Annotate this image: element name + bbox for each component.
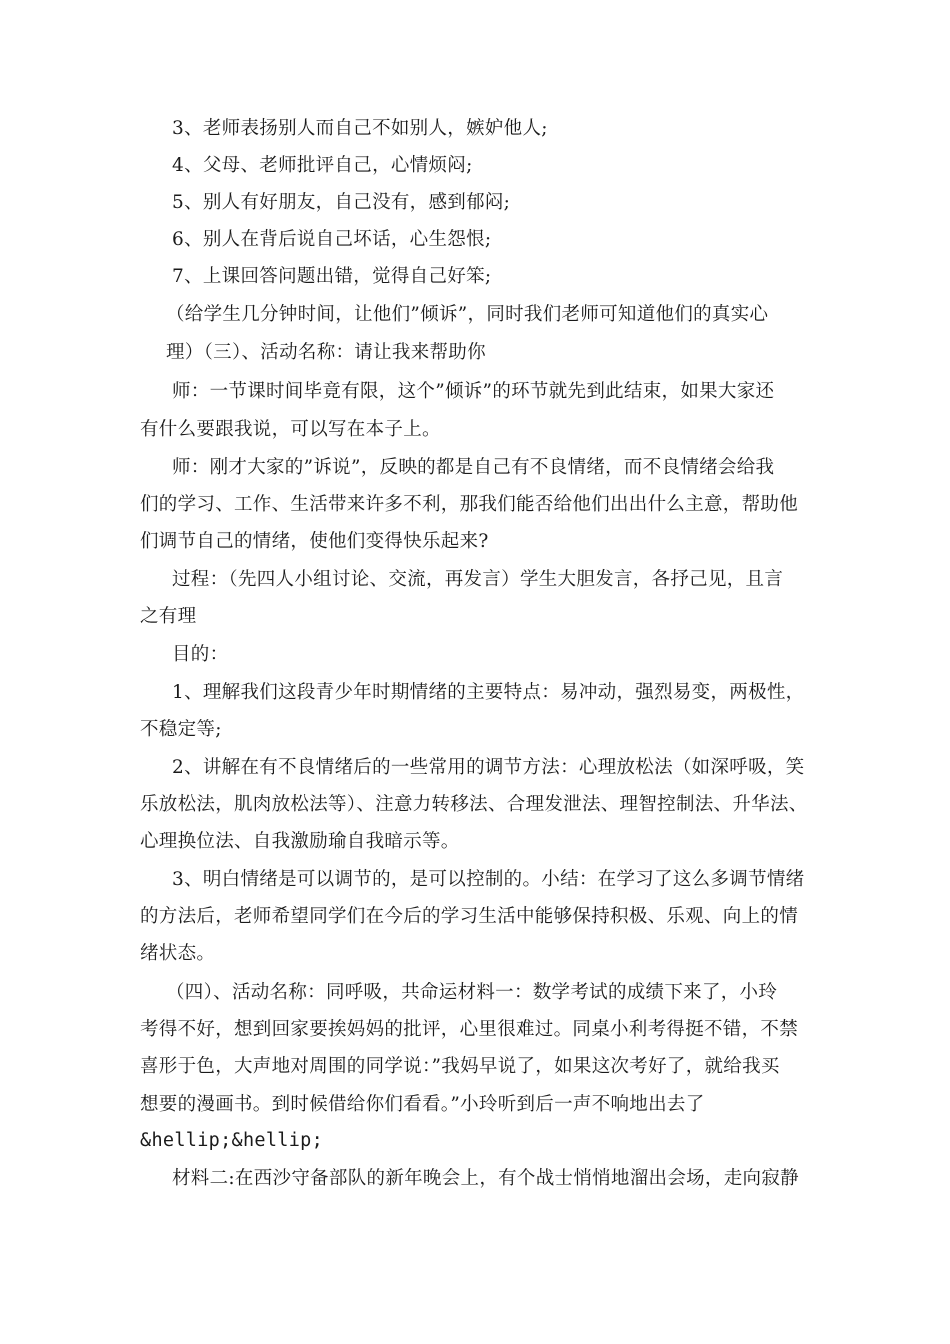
- text-line: 6、别人在背后说自己坏话，心生怨恨;: [172, 229, 492, 250]
- text-line: 目的：: [172, 644, 229, 665]
- text-line: 想要的漫画书。到时候借给你们看看。”小玲听到后一声不响地出去了: [140, 1094, 705, 1115]
- text-line: 师：一节课时间毕竟有限，这个”倾诉”的环节就先到此结束，如果大家还: [172, 381, 775, 402]
- text-line: （给学生几分钟时间，让他们”倾诉”，同时我们老师可知道他们的真实心: [166, 304, 769, 325]
- text-line: 不稳定等;: [140, 719, 222, 740]
- text-line: 心理换位法、自我激励瑜自我暗示等。: [140, 831, 460, 852]
- text-line: 7、上课回答问题出错，觉得自己好笨;: [172, 266, 492, 287]
- text-line: 们调节自己的情绪，使他们变得快乐起来?: [140, 531, 489, 552]
- text-line: 2、讲解在有不良情绪后的一些常用的调节方法：心理放松法（如深呼吸，笑: [172, 757, 805, 778]
- text-line: 喜形于色，大声地对周围的同学说：”我妈早说了，如果这次考好了，就给我买: [140, 1056, 780, 1077]
- text-line: 3、明白情绪是可以调节的，是可以控制的。小结：在学习了这么多调节情绪: [172, 869, 805, 890]
- text-line: 过程：（先四人小组讨论、交流，再发言）学生大胆发言，各抒己见，且言: [172, 569, 784, 590]
- text-line: （四）、活动名称：同呼吸，共命运材料一：数学考试的成绩下来了，小玲: [166, 982, 778, 1003]
- text-line: 乐放松法，肌肉放松法等）、注意力转移法、合理发泄法、理智控制法、升华法、: [140, 794, 808, 815]
- text-line: 师：刚才大家的”诉说”，反映的都是自己有不良情绪，而不良情绪会给我: [172, 457, 775, 478]
- text-line: 3、老师表扬别人而自己不如别人，嫉妒他人;: [172, 118, 548, 139]
- text-line: 有什么要跟我说，可以写在本子上。: [140, 419, 441, 440]
- text-line: 4、父母、老师批评自己，心情烦闷;: [172, 155, 473, 176]
- text-line: 5、别人有好朋友，自己没有，感到郁闷;: [172, 192, 511, 213]
- text-line: 考得不好，想到回家要挨妈妈的批评，心里很难过。同桌小利考得挺不错，不禁: [140, 1019, 799, 1040]
- text-line: 之有理: [140, 606, 197, 627]
- text-line: 绪状态。: [140, 943, 216, 964]
- text-line: &hellip;&hellip;: [140, 1130, 324, 1151]
- text-line: 们的学习、工作、生活带来许多不利，那我们能否给他们出出什么主意，帮助他: [140, 494, 799, 515]
- text-line: 材料二:在西沙守备部队的新年晚会上，有个战士悄悄地溜出会场，走向寂静: [172, 1168, 799, 1189]
- text-line: 1、理解我们这段青少年时期情绪的主要特点：易冲动，强烈易变，两极性，: [172, 682, 805, 703]
- text-line: 的方法后，老师希望同学们在今后的学习生活中能够保持积极、乐观、向上的情: [140, 906, 799, 927]
- text-line: 理）（三）、活动名称：请让我来帮助你: [166, 342, 486, 363]
